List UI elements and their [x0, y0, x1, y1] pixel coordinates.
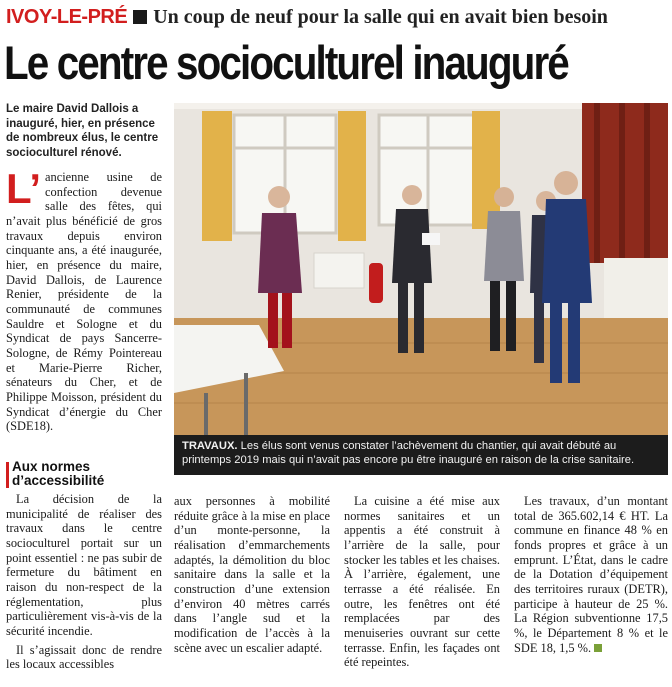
body-paragraph-last	[514, 494, 668, 655]
photo-illustration	[174, 103, 668, 435]
intro-text: ancienne usine de confection devenue salle des fêtes, qui n’avait plus bénéficié de gros travaux depuis environ cinquante ans, a été inaugurée, hier, en présence du maire, David Dallois, de Laurence Renier, présidente de la communauté de communes Sauldre et Sologne et du Syndicat de pays Sancerre-Sologne, de Rémy Pointereau et Marie-Pierre Richer, sénateurs du Cher, et de Philippe Moisson, président du Syndicat d’énergie du Cher (SDE18).	[6, 170, 162, 434]
body-column-4	[514, 494, 668, 659]
photo-caption	[174, 435, 668, 475]
kicker-place: IVOY-LE-PRÉ	[6, 6, 128, 28]
lead-paragraph: Le maire David Dallois a inauguré, hier, en présence de nombreux élus, le centre socioculturel rénové.	[6, 103, 159, 159]
body-paragraph-text: Les travaux, d’un montant total de 365.602,14 € HT. La commune en finance 48 % en fonds propres et grâce à un emprunt. L’État, dans le cadre de la Dotation d’équipement des territoires ruraux (DETR), participe à hauteur de 25 %. La Région subventionne 17,5 %, le Département 8 % et le SDE 18, 1,5 %.	[514, 494, 668, 655]
body-paragraph: aux personnes à mobilité réduite grâce à la mise en place d’un monte-personne, la réalisation d’emmarchements adaptés, la démolition du bloc sanitaire dans la salle et la construction d’une extension d’environ 40 mètres carrés dans l’angle sud et la modification de l’accès à la scène avec un escalier adapté.	[174, 494, 330, 655]
subhead: Aux normes d’accessibilité	[12, 459, 105, 488]
caption-label: TRAVAUX.	[182, 440, 238, 452]
caption-text: Les élus sont venus constater l’achèvement du chantier, qui avait débuté au printemps 2019 mais qui n’avait pas encore pu être inauguré en raison de la crise sanitaire.	[182, 440, 635, 466]
body-paragraph: Il s’agissait donc de rendre les locaux accessibles	[6, 642, 162, 672]
drop-cap: L’	[6, 165, 42, 212]
body-column-1	[6, 492, 162, 676]
kicker-subtitle: Un coup de neuf pour la salle qui en avait bien besoin	[153, 6, 608, 28]
body-column-2	[174, 494, 330, 659]
intro-paragraph	[6, 165, 162, 434]
headline: Le centre socioculturel inauguré	[4, 36, 568, 89]
kicker-square-icon	[133, 10, 147, 24]
subhead-bar	[6, 462, 9, 488]
kicker	[6, 4, 608, 30]
article-photo	[174, 103, 668, 435]
body-paragraph: La décision de la municipalité de réaliser des travaux dans le centre socioculturel portait sur un point essentiel : ne pas subir de fermeture du bâtiment en raison du non-respect de la réglementation, plus particulièrement vis-à-vis de la sécurité incendie.	[6, 492, 162, 638]
end-mark-icon	[594, 644, 602, 652]
body-column-3	[344, 494, 500, 674]
body-paragraph: La cuisine a été mise aux normes sanitaires et un appentis a été construit à l’arrière de la salle, pour stocker les tables et les chaises. À l’arrière, également, une terrasse a été réalisée. En outre, les fenêtres ont été remplacées par des menuiseries ouvrant sur cette terrasse. Enfin, les façades ont été repeintes.	[344, 494, 500, 670]
